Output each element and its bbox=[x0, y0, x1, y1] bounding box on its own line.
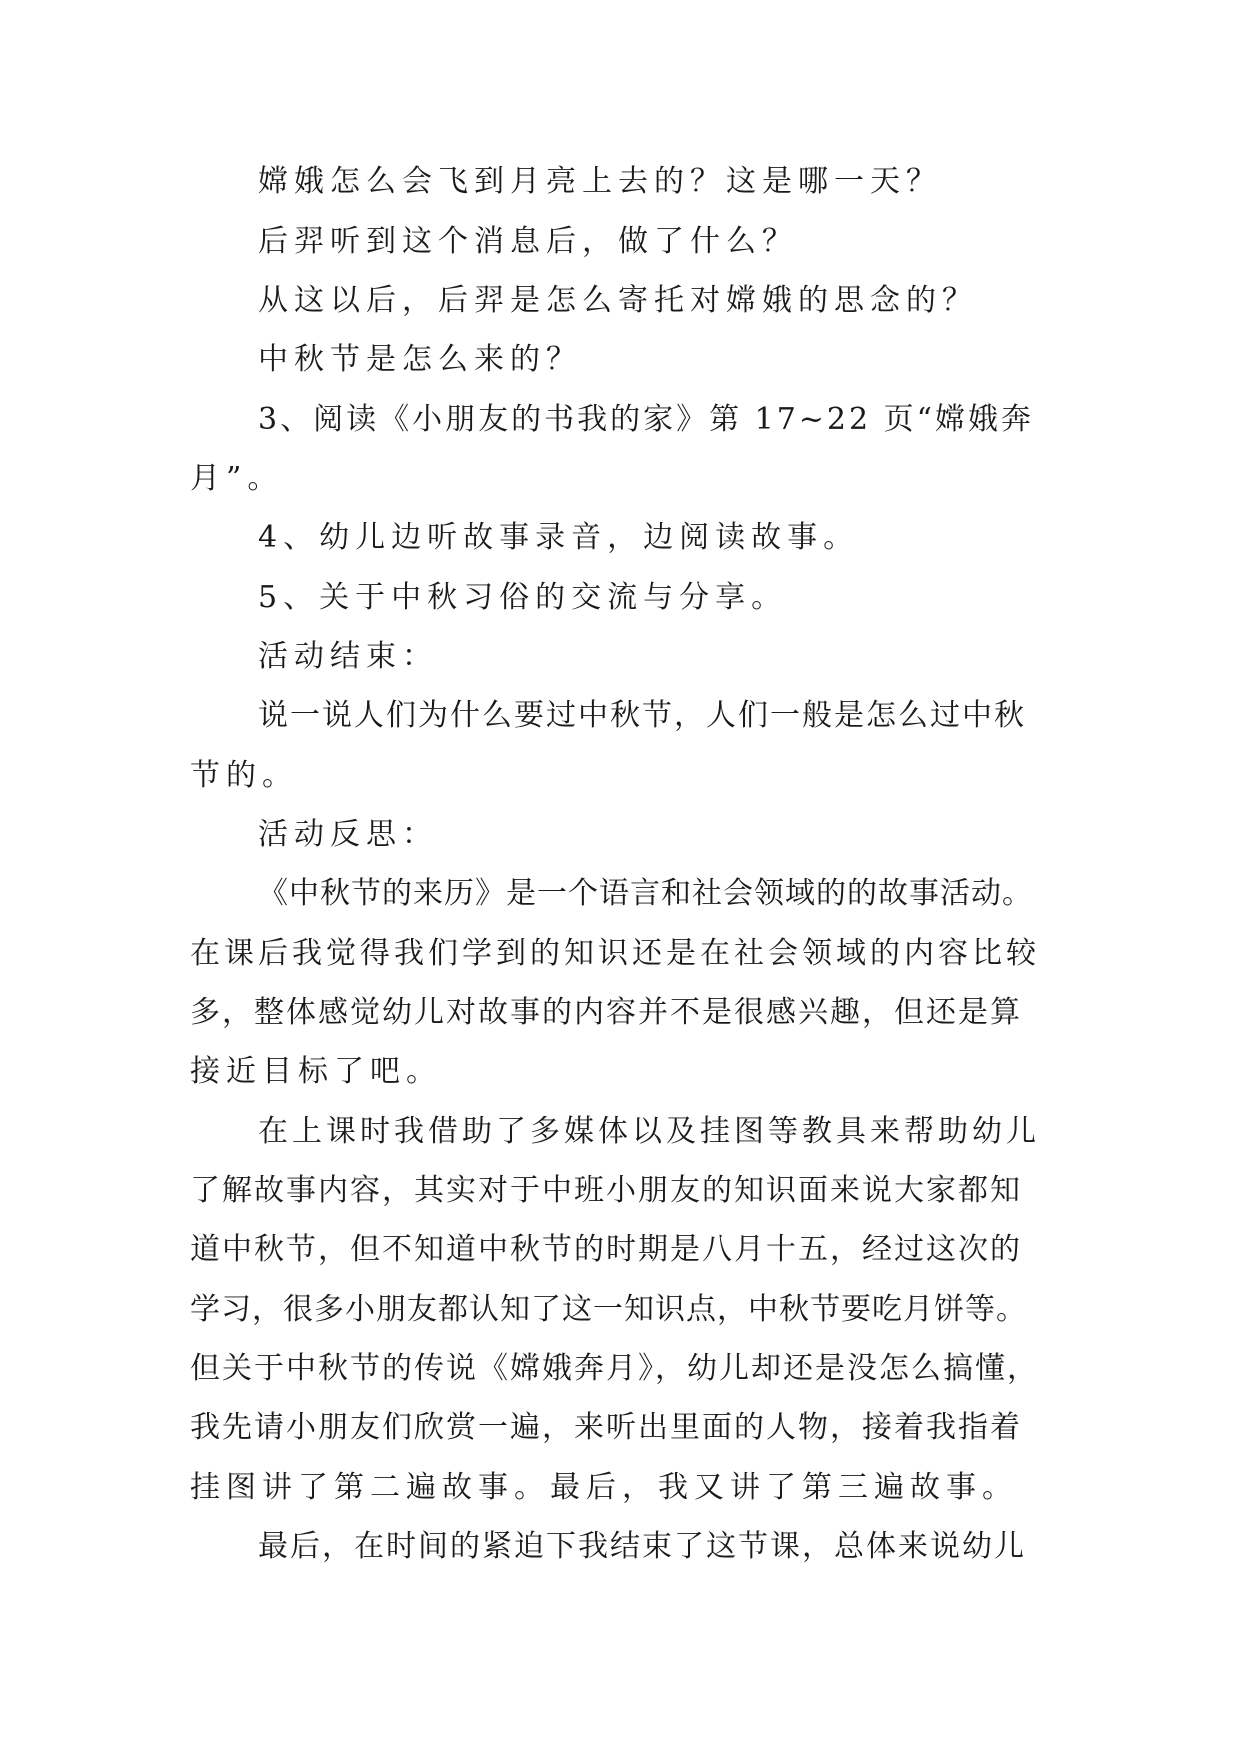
text-line: 月”。 bbox=[190, 461, 284, 496]
text-line: 4、幼儿边听故事录音，边阅读故事。 bbox=[258, 520, 860, 555]
text-line: 嫦娥怎么会飞到月亮上去的？这是哪一天？ bbox=[258, 164, 942, 199]
text-line: 说一说人们为什么要过中秋节，人们一般是怎么过中秋 bbox=[258, 698, 1026, 733]
text-line: 多，整体感觉幼儿对故事的内容并不是很感兴趣，但还是算 bbox=[190, 995, 1022, 1030]
text-line: 3、阅读《小朋友的书我的家》第 17~22 页“嫦娥奔 bbox=[258, 402, 1034, 437]
text-line: 学习，很多小朋友都认知了这一知识点，中秋节要吃月饼等。 bbox=[190, 1292, 1027, 1327]
text-line: 但关于中秋节的传说《嫦娥奔月》，幼儿却还是没怎么搞懂， bbox=[190, 1351, 1039, 1386]
text-line: 道中秋节，但不知道中秋节的时期是八月十五，经过这次的 bbox=[190, 1232, 1022, 1267]
text-line: 了解故事内容，其实对于中班小朋友的知识面来说大家都知 bbox=[190, 1173, 1022, 1208]
text-line: 5、关于中秋习俗的交流与分享。 bbox=[258, 580, 788, 615]
text-line: 在上课时我借助了多媒体以及挂图等教具来帮助幼儿 bbox=[258, 1114, 1040, 1149]
text-line: 在课后我觉得我们学到的知识还是在社会领域的内容比较 bbox=[190, 936, 1040, 971]
text-line: 活动结束： bbox=[258, 639, 438, 674]
text-line: 后羿听到这个消息后，做了什么？ bbox=[258, 224, 798, 259]
text-line: 中秋节是怎么来的？ bbox=[258, 342, 582, 377]
text-line: 《中秋节的来历》是一个语言和社会领域的的故事活动。 bbox=[258, 876, 1033, 911]
text-line: 节的。 bbox=[190, 758, 298, 793]
text-line: 从这以后，后羿是怎么寄托对嫦娥的思念的？ bbox=[258, 283, 978, 318]
text-line: 最后，在时间的紧迫下我结束了这节课，总体来说幼儿 bbox=[258, 1529, 1026, 1564]
text-line: 挂图讲了第二遍故事。最后，我又讲了第三遍故事。 bbox=[190, 1470, 1018, 1505]
text-line: 接近目标了吧。 bbox=[190, 1054, 442, 1089]
text-line: 我先请小朋友们欣赏一遍，来听出里面的人物，接着我指着 bbox=[190, 1410, 1022, 1445]
text-line: 活动反思： bbox=[258, 817, 438, 852]
